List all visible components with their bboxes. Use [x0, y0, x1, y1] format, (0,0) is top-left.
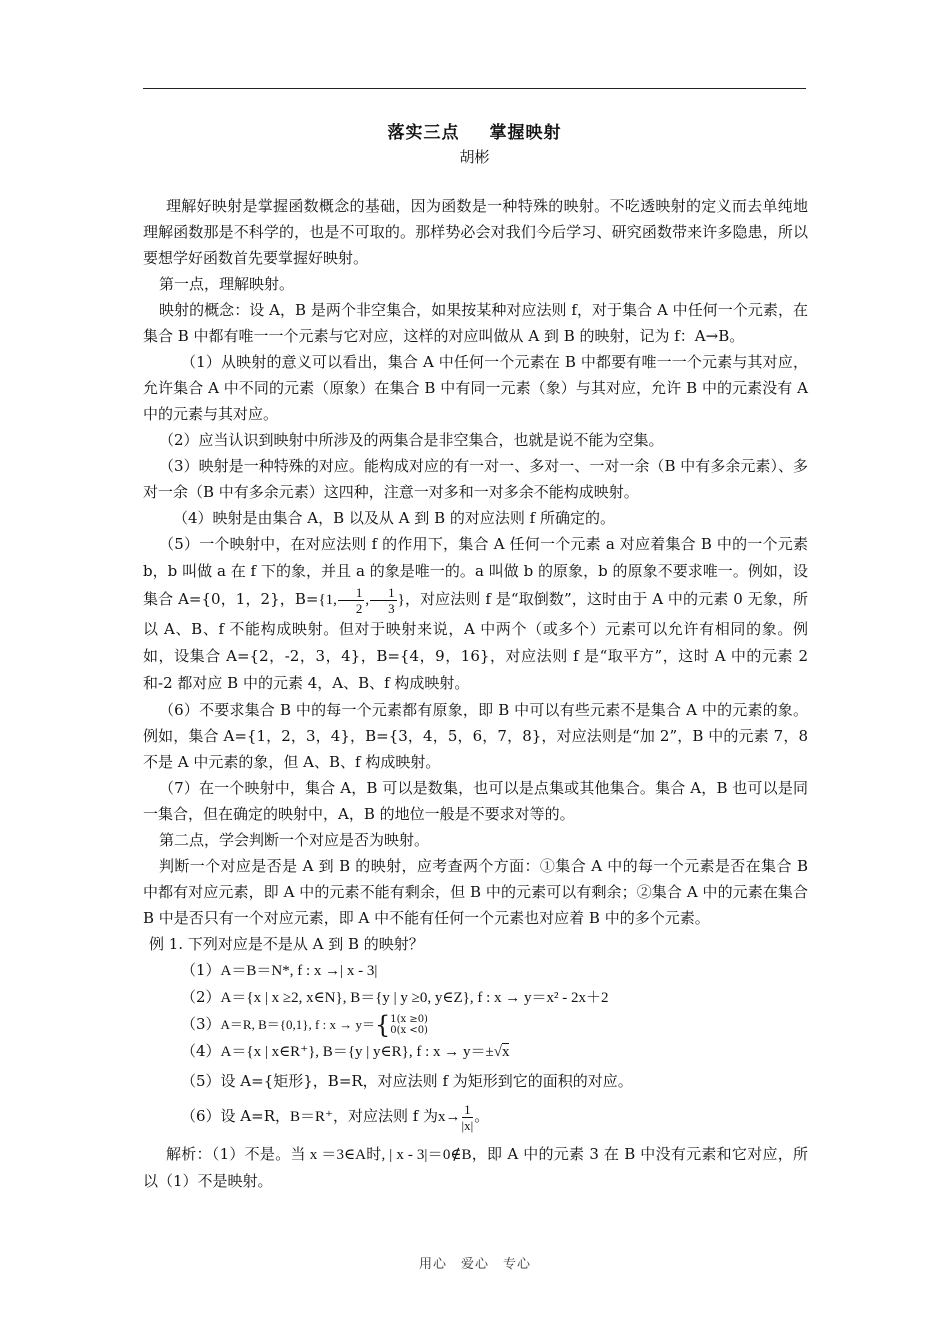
example-6: （6）设 A=R，B＝R⁺，对应法则 f 为x→ $\frac{1}{|x|}$ 。 [181, 1101, 490, 1133]
example-3-formula: A＝R, B＝{0,1}, f : x → y＝ [220, 1017, 375, 1032]
note-6: （6）不要求集合 B 中的每一个元素都有原象，即 B 中可以有些元素不是集合 A 中的元素的象。例如，集合 A={1，2，3，4}，B={3，4，5，6，7，8}，对应法则是“加 2”，B 中的元素 7，8 不是 A 中元素的象，但 A、B、f 构成映射。 [143, 701, 808, 771]
solution-formula: x ＝3∈A时, | x - 3|＝0∉B [305, 1147, 472, 1163]
example-2: （2）A＝{x | x ≥2, x∈N}, B＝{y | y ≥0, y∈Z}, f : x → y＝x² - 2x＋2 [181, 988, 609, 1006]
note-5-text-a: （5）一个映射中，在对应法则 f 的作用下，集合 A 任何一个元素 a 对应着集合 B 中的一个元素 b，b 叫做 a 在 f 下的象，并且 a 的象是唯一的。a 叫做 b 的原象，b 的原象不要求唯一。例如，设集合 A={0，1，2}，B= [143, 535, 808, 608]
note-5-text-b: ，对应法则 f 是“取倒数”，这时由于 A 中的元素 0 无象，所以 A、B、f 不能构成映射。但对于映射来说，A 中两个（或多个）元素可以允许有相同的象。例如，设集合 A={2，-2，3，4}，B={4，9，16}，对应法则 f 是“取平方”，这时 A 中的元素 2 和-2 都对应 B 中的元素 4，A、B、f 构成映射。 [143, 589, 808, 692]
example-1: （1）A＝B＝N*, f : x →| x - 3| [181, 961, 378, 979]
example-title: 例 1. 下列对应是不是从 A 到 B 的映射？ [149, 935, 424, 953]
point1-heading: 第一点，理解映射。 [159, 275, 295, 293]
example-1-formula: A＝B＝N*, f : x →| x - 3| [220, 963, 378, 979]
example-3: （3）A＝R, B＝{0,1}, f : x → y＝{1(x ≥0) 0(x <0) [181, 1011, 428, 1039]
piecewise-cases: 1(x ≥0) 0(x <0) [390, 1014, 428, 1036]
point2-heading: 第二点，学会判断一个对应是否为映射。 [159, 831, 430, 849]
example-4: （4）A＝{x | x∈R⁺}, B＝{y | y∈R}, f : x → y＝±√x [181, 1042, 510, 1060]
page-footer: 用心 爱心 专心 [418, 1257, 531, 1272]
set-b-formula: {1, $\frac{1}{2}$ , $\frac{1}{3}$ } [318, 585, 405, 616]
definition-paragraph: 映射的概念：设 A，B 是两个非空集合，如果按某种对应法则 f，对于集合 A 中任何一个元素，在集合 B 中都有唯一一个元素与它对应，这样的对应叫做从 A 到 B 的映射，记为 f：A→B。 [143, 301, 808, 345]
judge-paragraph: 判断一个对应是否是 A 到 B 的映射，应考查两个方面：①集合 A 中的每一个元素是否在集合 B 中都有对应元素，即 A 中的元素不能有剩余，但 B 中的元素可以有剩余；②集合 A 中的元素在集合 B 中是否只有一个对应元素，即 A 中不能有任何一个元素也对应着 B 中的多个元素。 [143, 857, 808, 927]
note-3: （3）映射是一种特殊的对应。能构成对应的有一对一、多对一、一对一余（B 中有多余元素）、多对一余（B 中有多余元素）这四种，注意一对多和一对多余不能构成映射。 [143, 457, 808, 501]
page-title [143, 118, 806, 143]
note-5 [143, 531, 808, 697]
header-rule [143, 88, 806, 89]
example-5: （5）设 A={矩形}，B=R，对应法则 f 为矩形到它的面积的对应。 [181, 1072, 633, 1090]
example-2-formula: A＝{x | x ≥2, x∈N}, B＝{y | y ≥0, y∈Z}, f : x → y＝x² - 2x＋2 [220, 990, 609, 1006]
sqrt-radicand: x [501, 1044, 510, 1060]
fraction-third: $\frac{1}{3}$ [370, 585, 397, 616]
author: 胡彬 [459, 148, 490, 166]
title-part2: 掌握映射 [489, 123, 562, 143]
note-4: （4）映射是由集合 A，B 以及从 A 到 B 的对应法则 f 所确定的。 [173, 509, 615, 527]
article-body [143, 193, 808, 1194]
title-part1: 落实三点 [387, 123, 460, 143]
fraction-abs-x: $\frac{1}{|x|}$ [461, 1101, 474, 1133]
note-7: （7）在一个映射中，集合 A，B 可以是数集，也可以是点集或其他集合。集合 A，B 也可以是同一集合，但在确定的映射中，A，B 的地位一般是不要求对等的。 [143, 779, 808, 823]
note-1: （1）从映射的意义可以看出，集合 A 中任何一个元素在 B 中都要有唯一一个元素与其对应，允许集合 A 中不同的元素（原象）在集合 B 中有同一元素（象）与其对应，允许 B 中的元素没有 A 中的元素与其对应。 [143, 353, 808, 423]
intro-paragraph: 理解好映射是掌握函数概念的基础，因为函数是一种特殊的映射。不吃透映射的定义而去单纯地理解函数那是不科学的，也是不可取的。那样势必会对我们今后学习、研究函数带来许多隐患，所以要想学好函数首先要掌握好映射。 [143, 197, 808, 267]
example-4-formula: A＝{x | x∈R⁺}, B＝{y | y∈R}, f : x → y＝± [220, 1044, 494, 1060]
example-6-set: B＝R⁺ [290, 1109, 333, 1125]
note-2: （2）应当认识到映射中所涉及的两集合是非空集合，也就是说不能为空集。 [159, 431, 664, 449]
solution-paragraph: 解析：（1）不是。当 x ＝3∈A时, | x - 3|＝0∉B，即 A 中的元素 3 在 B 中没有元素和它对应，所以（1）不是映射。 [143, 1145, 808, 1190]
fraction-half: $\frac{1}{2}$ [338, 585, 365, 616]
